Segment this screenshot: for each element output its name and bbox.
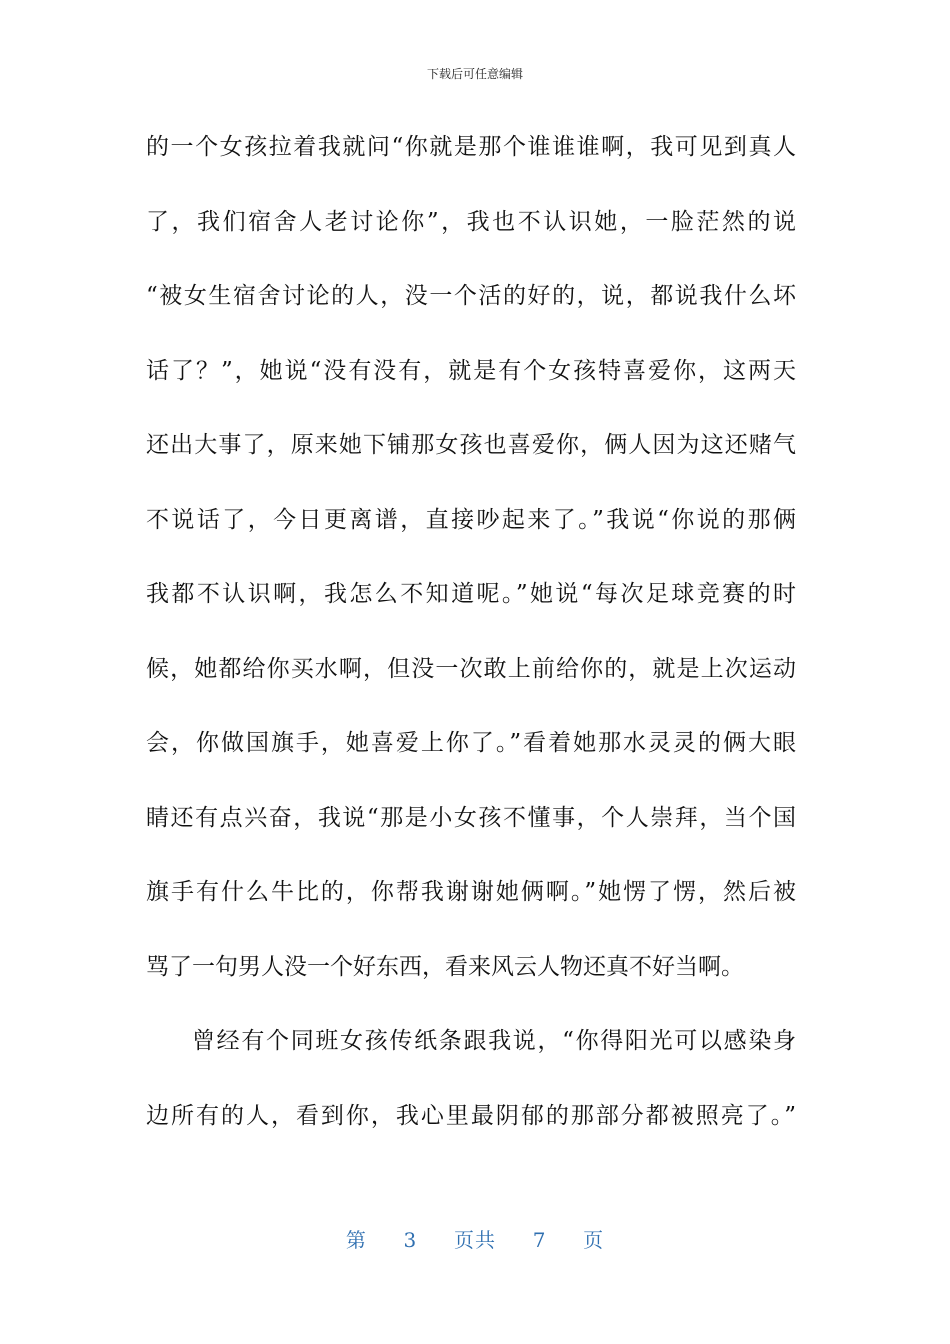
body-text <box>146 120 796 1163</box>
page-footer <box>0 1224 950 1253</box>
text-line: 不说话了，今日更离谱，直接吵起来了。”我说“你说的那俩 <box>146 506 796 533</box>
text-line: “被女生宿舍讨论的人，没一个活的好的，说，都说我什么坏 <box>146 283 796 309</box>
text-line: 还出大事了，原来她下铺那女孩也喜爱你，俩人因为这还赌气 <box>146 432 796 458</box>
text-line: 候，她都给你买水啊，但没一次敢上前给你的，就是上次运动 <box>146 655 796 682</box>
total-pages-number: 7 <box>532 1228 547 1252</box>
current-page-number: 3 <box>403 1228 418 1252</box>
text-line: 的一个女孩拉着我就问“你就是那个谁谁谁啊，我可见到真人 <box>146 134 796 160</box>
text-line: 话了？”，她说“没有没有，就是有个女孩特喜爱你，这两天 <box>146 357 796 384</box>
page-header: 下载后可任意编辑 <box>426 67 523 81</box>
text-line: 我都不认识啊，我怎么不知道呢。”她说“每次足球竞赛的时 <box>146 581 796 607</box>
footer-suffix: 页 <box>583 1228 605 1252</box>
footer-middle: 页共 <box>454 1228 496 1252</box>
text-line: 旗手有什么牛比的，你帮我谢谢她俩啊。”她愣了愣，然后被 <box>146 879 796 905</box>
text-line: 会，你做国旗手，她喜爱上你了。”看着她那水灵灵的俩大眼 <box>146 730 796 756</box>
text-line: 睛还有点兴奋，我说“那是小女孩不懂事，个人崇拜，当个国 <box>146 804 796 831</box>
text-line: 曾经有个同班女孩传纸条跟我说，“你得阳光可以感染身 <box>192 1028 796 1054</box>
text-line: 边所有的人，看到你，我心里最阴郁的那部分都被照亮了。” <box>146 1102 796 1129</box>
footer-prefix: 第 <box>345 1228 367 1252</box>
text-line: 骂了一句男人没一个好东西，看来风云人物还真不好当啊。 <box>146 953 744 980</box>
text-line: 了，我们宿舍人老讨论你”，我也不认识她，一脸茫然的说 <box>146 208 796 235</box>
